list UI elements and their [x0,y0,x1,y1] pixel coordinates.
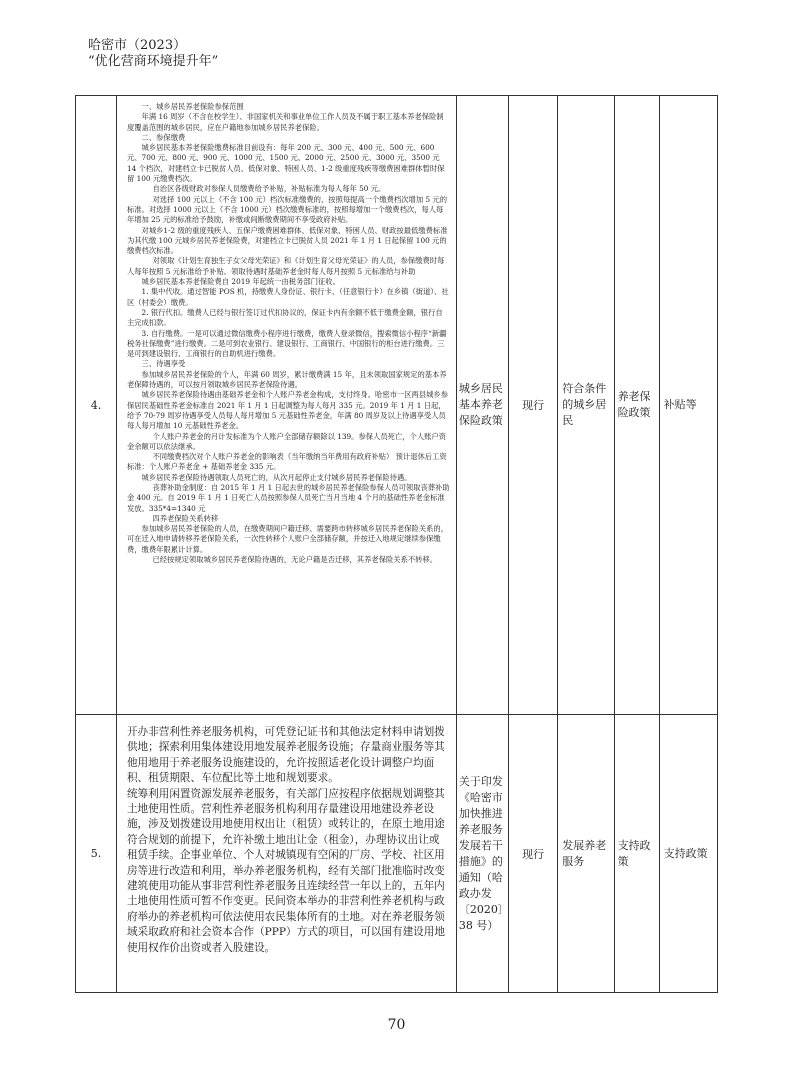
policy-document-name: 城乡居民基本养老保险政策 [456,96,508,715]
content-paragraph: 已经按规定领取城乡居民养老保险待遇的，无论户籍是否迁移，其养老保险关系不转移。 [152,555,438,565]
policy-content [117,96,456,714]
content-paragraph: 3. 自行缴费。一是可以通过微信缴费小程序进行缴费，缴费人登录微信，搜索微信小程序“新疆税务社保缴费”进行缴费。二是可到农业银行、建设银行、工商银行、中国银行的柜台进行缴费。三是可到建设银行、工商银行的自助机进行缴费。 [126,328,447,359]
policy-content [117,715,456,992]
header-line-1: 哈密市（2023） [88,38,187,53]
table-row [76,715,718,993]
policy-document-name: 关于印发《哈密市加快推进养老服务发展若干措施》的通知（哈政办发〔2020〕38 号） [456,715,508,993]
page-number: 70 [387,1017,406,1033]
row-number: 5. [76,715,117,993]
content-paragraph: 不同缴费档次对个人账户养老金的影响表（当年缴纳当年费用有政府补贴） 预计退休后工资标准：个人账户养老金 + 基础养老金 335 元。 [126,452,447,472]
content-paragraph: 城乡居民基本养老保险费自 2019 年起统一由税务部门征收。 [141,277,340,287]
support-form: 支持政策 [659,715,717,993]
support-form: 补贴等 [659,96,717,715]
content-paragraph: 2. 银行代扣。缴费人已经与银行签订过代扣协议的，保证卡内有余额不低于缴费金额，银行自主完成扣款。 [126,307,443,328]
policy-table [75,95,718,993]
content-paragraph: 城乡居民基本养老保险缴费标准目前设有：每年 200 元、300 元、400 元、500 元、600 元、700 元、800 元、900 元、1000 元、1500 元、2000 元、2500 元、3000 元、3500 元 14 个档次，对建档立卡已脱贫人员、低保对象、特困人员、1-2 级重度残疾等缴费困难群体暂时保留 100 元缴费档次。 [126,143,445,184]
content-paragraph: 城乡居民养老保险待遇由基础养老金和个人账户养老金构成，支付终身。哈密市一区两县城乡参保居民基础性养老金标准自 2021 年 1 月 1 日起调整为每人每月 335 元。2019 年 1 月 1 日起，给予 70-79 周岁待遇享受人员每人每月增加 5 元基础性养老金，年满 80 周岁及以上待遇享受人员每人每月增加 10 元基础性养老金。 [126,390,449,431]
content-paragraph: 丧葬补助金制度：自 2015 年 1 月 1 日起去世的城乡居民养老保险参保人员可领取丧葬补助金 400 元。自 2019 年 1 月 1 日死亡人员按照参保人员死亡当月当地 4 个月的基础性养老金标准发放。335*4=1340 元 [126,482,450,513]
header-line-2: “优化营商环境提升年” [88,54,219,69]
policy-status: 现行 [509,715,558,993]
content-paragraph: 一、城乡居民养老保险参保范围 [141,102,244,111]
content-paragraph: 四养老保险关系转移 [152,513,219,523]
policy-type: 养老保险政策 [614,96,659,715]
content-paragraph: 参加城乡居民养老保险的个人，年满 60 周岁，累计缴费满 15 年，且未领取国家规定的基本养老保障待遇的，可以按月领取城乡居民养老保险待遇。 [126,369,447,390]
row-number: 4. [76,96,117,715]
content-paragraph: 参加城乡居民养老保险的人员，在缴费期间户籍迁移、需要跨市转移城乡居民养老保险关系的，可在迁入地申请转移养老保险关系，一次性转移个人账户全部储存额，并按迁入地规定继续参保缴费，缴费年限累计计算。 [126,524,449,554]
content-paragraph: 年满 16 周岁（不含在校学生）、非国家机关和事业单位工作人员及不属于职工基本养老保险制度覆盖范围的城乡居民，应在户籍地参加城乡居民养老保险。 [126,112,444,132]
content-paragraph: 对选择 100 元以上（不含 100 元）档次标准缴费的，按照每提高一个缴费档次增加 5 元的标准。对选择 1000 元以上（不含 1000 元）档次缴费标准的，按照每增加一个缴费档次，每人每年增加 25 元的标准给予鼓励，补缴或间断缴费期间不享受政府补贴。 [126,194,448,225]
content-paragraph: 三、待遇享受 [141,359,186,369]
content-paragraph: 城乡居民养老保险待遇领取人员死亡的，从次月起停止支付城乡居民养老保险待遇。 [141,472,412,482]
policy-type: 支持政策 [614,715,659,993]
policy-content-cell [116,715,456,993]
content-paragraph: 统筹利用闲置资源发展养老服务，有关部门应按程序依据规划调整其土地使用性质。营利性养老服务机构利用存量建设用地建设养老设施，涉及划拨建设用地使用权出让（租赁）或转让的，在原土地用途符合规划的前提下，允许补缴土地出让金（租金），办理协议出让或租赁手续。企事业单位、个人对城镇现有空闲的厂房、学校、社区用房等进行改造和利用，举办养老服务机构，经有关部门批准临时改变建筑使用功能从事非营利性养老服务且连续经营一年以上的，五年内土地使用性质可暂不作变更。民间资本举办的非营利性养老机构与政府举办的养老机构可依法使用农民集体所有的土地。对在养老服务领域采取政府和社会资本合作（PPP）方式的项目，可以国有建设用地使用权作价出资或者入股建设。 [126,787,445,954]
policy-content-cell [116,96,456,715]
policy-target: 符合条件的城乡居民 [558,96,614,715]
content-paragraph: 对领取《计划生育独生子女父母光荣证》和《计划生育父母光荣证》的人员，参保缴费时每人每年按照 5 元标准给予补贴。领取待遇时基础养老金时每人每月按照 5 元标准给与补助 [126,256,445,276]
content-paragraph: 自治区各级财政对参保人员缴费给予补贴，补贴标准为每人每年 50 元。 [152,184,386,194]
policy-target: 发展养老服务 [558,715,614,993]
policy-status: 现行 [509,96,558,715]
content-paragraph: 开办非营利性养老服务机构，可凭登记证书和其他法定材料申请划拨供地；探索利用集体建设用地发展养老服务设施；存量商业服务等其他用地用于养老服务设施建设的，允许按照适老化设计调整户均面积、租赁期限、车位配比等土地和规划要求。 [126,726,445,785]
content-paragraph: 个人账户养老金的月计发标准为个人账户全部储存额除以 139。参保人员死亡，个人账户资金余额可以依法继承。 [126,431,447,451]
table-row [76,96,718,715]
content-paragraph: 对城乡1-2 级的重度残疾人、五保户缴费困难群体、低保对象、特困人员、财政按最低缴费标准为其代缴 100 元城乡居民养老保险费，对建档立卡已脱贫人员 2021 年 1 月 1 日起保留 100 元的缴费档次标准。 [126,225,448,256]
content-paragraph: 1. 集中代收。通过智能 POS 机，持缴费人身份证、银行卡、（任意银行卡）在乡镇（街道）、社区（村委会）缴费。 [126,287,449,307]
content-paragraph: 二、参保缴费 [141,132,186,142]
